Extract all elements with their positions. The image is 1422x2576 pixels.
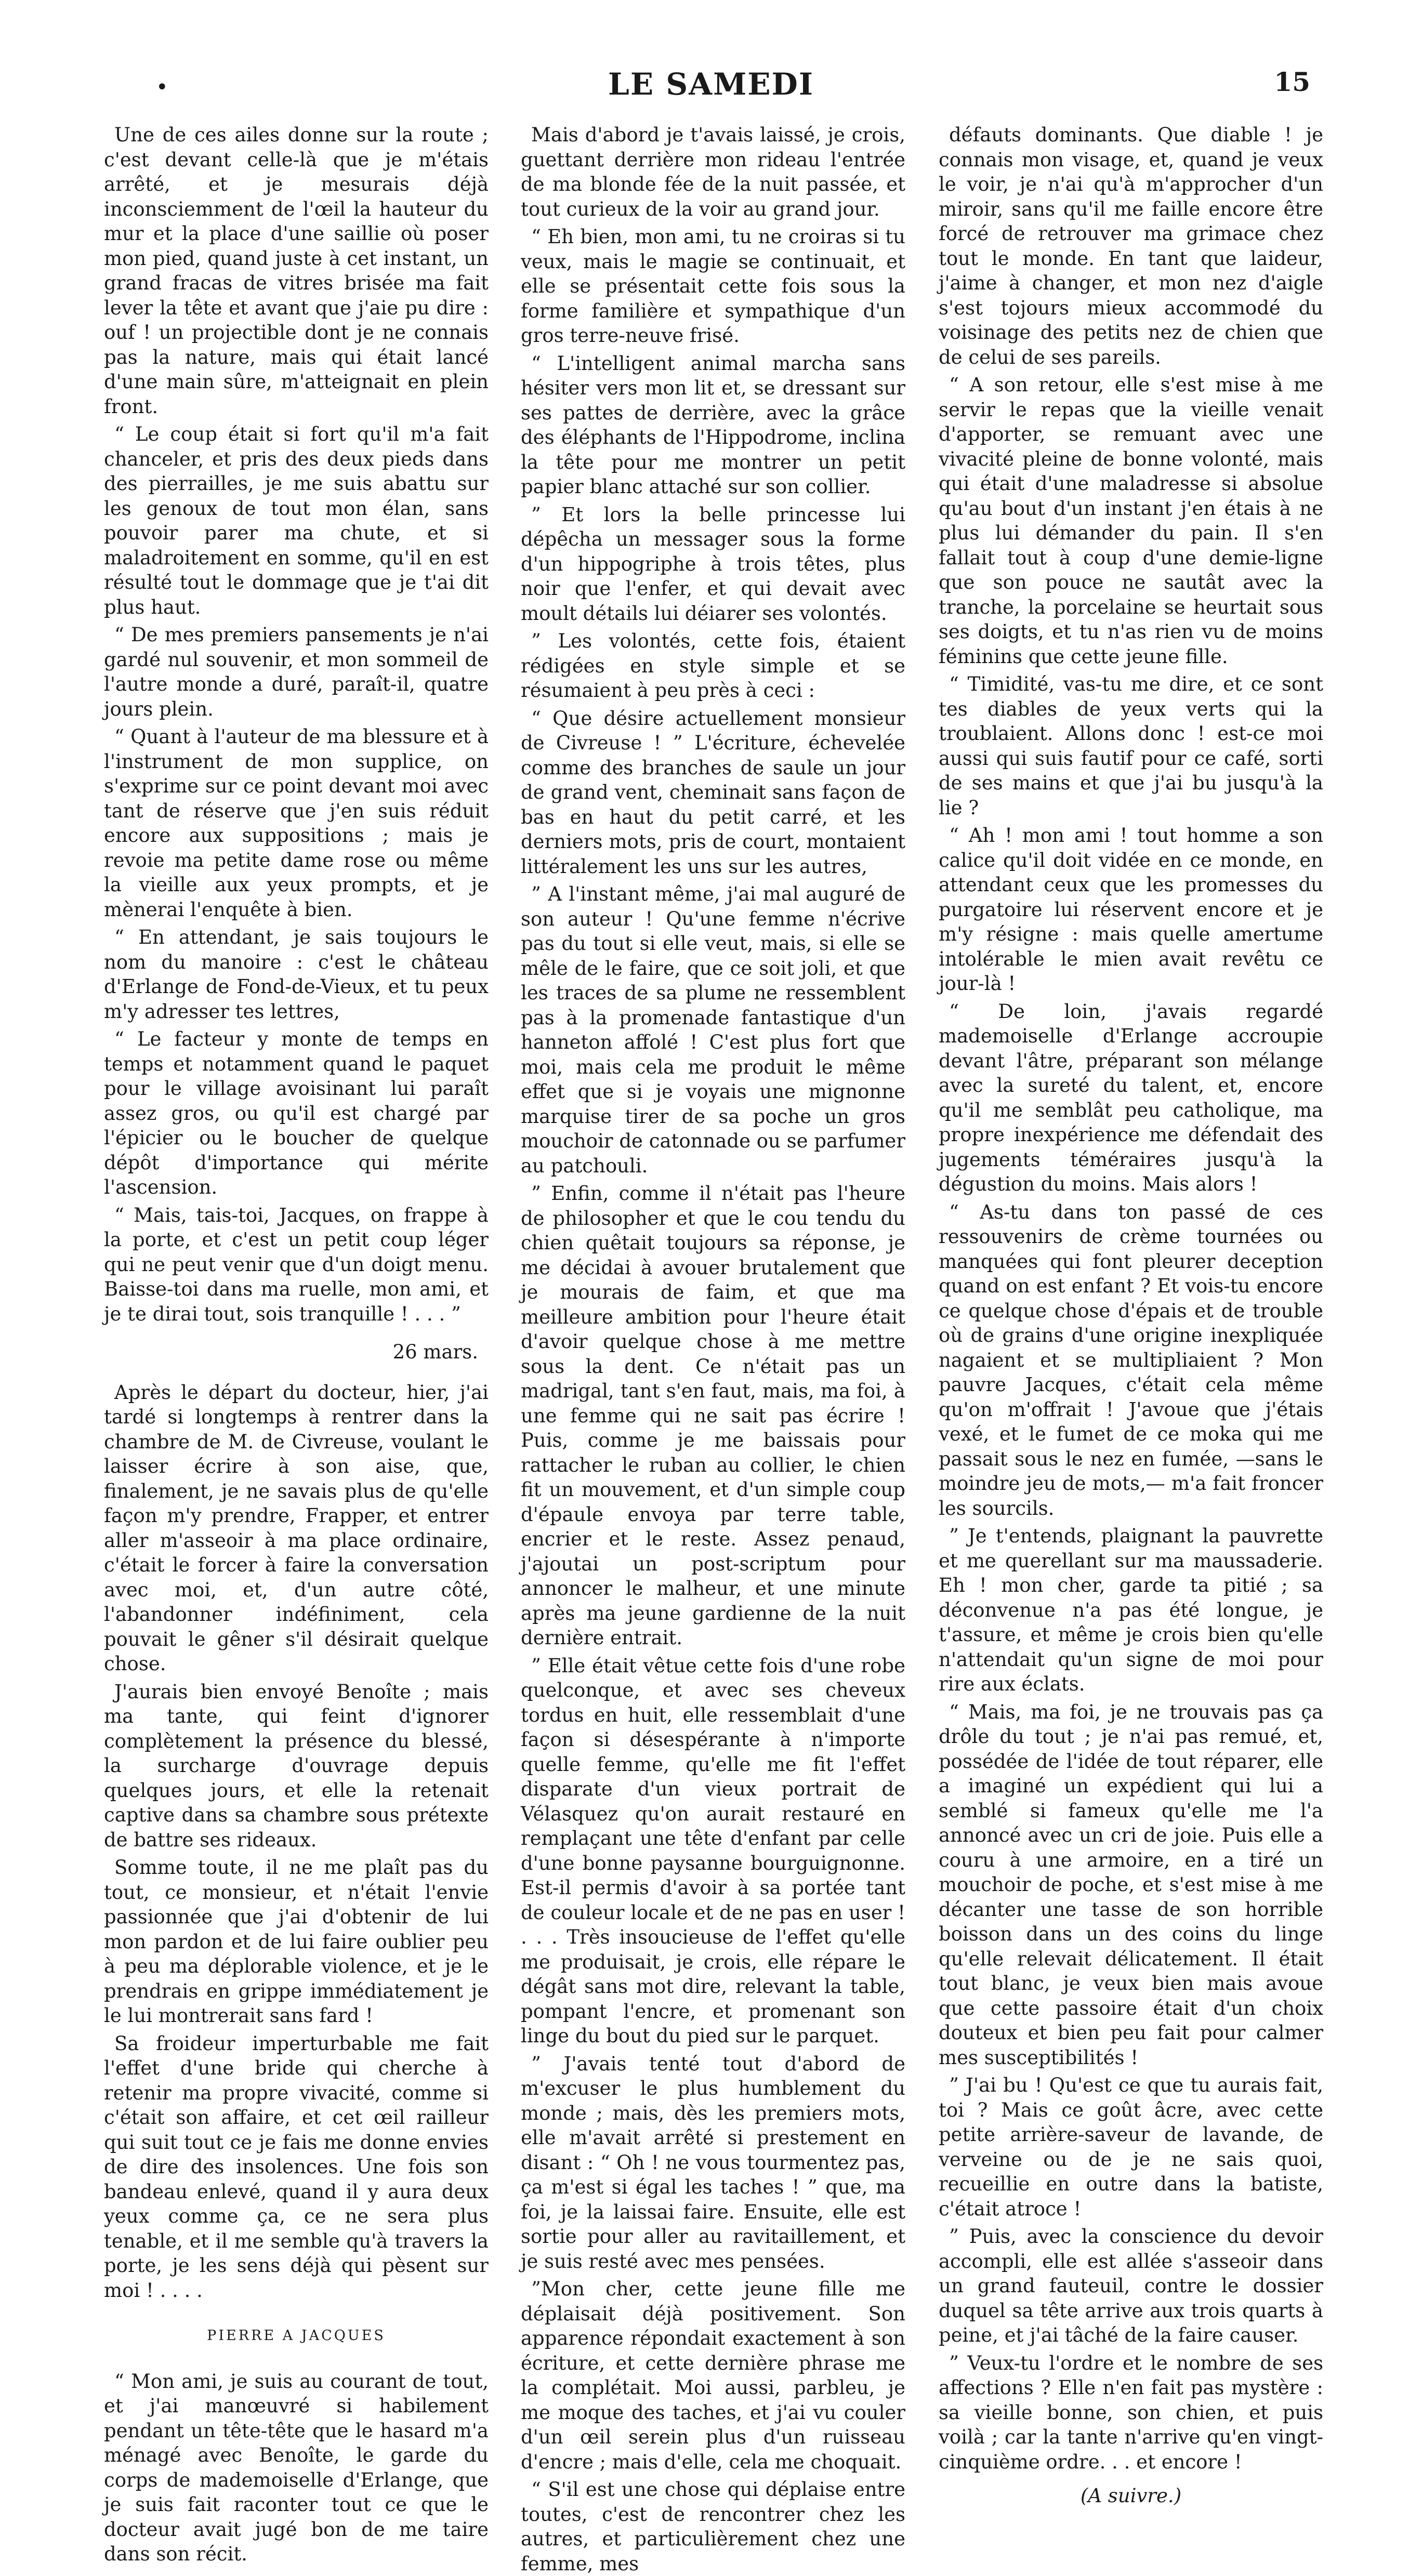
header-bullet: • xyxy=(156,75,168,99)
paragraph: ” J'avais tenté tout d'abord de m'excuser le plus humblement du monde ; mais, dès les premiers mots, elle m'avait arrêté si prestement en disant : “ Oh ! ne vous tourmentez pas, ça m'est si égal les taches ! ” que, ma foi, je la laissai faire. Ensuite, elle est sortie pour aller au ravitaillement, et je suis resté avec mes pensées. xyxy=(521,2052,905,2273)
paragraph: “ De loin, j'avais regardé mademoiselle d'Erlange accroupie devant l'âtre, préparant son mélange avec la sureté du talent, et, encore qu'il me semblât peu catholique, ma propre inexpérience me défendait des jugements téméraires jusqu'à la dégustion du moins. Mais alors ! xyxy=(939,1000,1323,1195)
paragraph: ” J'ai bu ! Qu'est ce que tu aurais fait, toi ? Mais ce goût âcre, avec cette petite arrière-saveur de lavande, de verveine ou de je ne sais quoi, recueillie en outre dans la batiste, c'était atroce ! xyxy=(939,2074,1323,2220)
paragraph: “ Mais, tais-toi, Jacques, on frappe à la porte, et c'est un petit coup léger qui ne peut venir que d'un doigt menu. Baisse-toi dans ma ruelle, mon ami, et je te dirai tout, sois tranquille ! . . . ” xyxy=(104,1204,489,1325)
entry-date: 26 mars. xyxy=(392,1341,478,1363)
paragraph: “ Le facteur y monte de temps en temps et notamment quand le paquet pour le village avoisinant lui paraît assez gros, ou qu'il est chargé par l'épicier ou le boucher de quelque dépôt d'importance qui mérite l'ascension. xyxy=(104,1028,489,1198)
paragraph: “ Le coup était si fort qu'il m'a fait chanceler, et pris des deux pieds dans des pierrailles, je me suis abattu sur les genoux de tout mon élan, sans pouvoir parer ma chute, et si maladroitement en somme, qu'il en est résulté tout le dommage que je t'ai dit plus haut. xyxy=(104,423,489,618)
section-heading: PIERRE A JACQUES xyxy=(207,2328,386,2344)
paragraph: ” Veux-tu l'ordre et le nombre de ses affections ? Elle n'en fait pas mystère : sa vieille bonne, son chien, et puis voilà ; car la tante n'arrive qu'en vingt-cinquième ordre. . . et encore ! xyxy=(939,2352,1323,2473)
paragraph: défauts dominants. Que diable ! je connais mon visage, et, quand je veux le voir, je n'ai qu'à m'approcher d'un miroir, sans qu'il me faille encore être forcé de retrouver ma grimace chez tout le monde. En tant que laideur, j'aime à changer, et mon nez d'aigle s'est tojours mieux accommodé du voisinage des petits nez de chien que de celui de ses pareils. xyxy=(939,124,1323,368)
paragraph: “ Eh bien, mon ami, tu ne croiras si tu veux, mais le magie se continuait, et elle se présentait cette fois sous la forme familière et sympathique d'un gros terre-neuve frisé. xyxy=(521,226,905,347)
page-number: 15 xyxy=(1274,67,1310,97)
paragraph: ” Enfin, comme il n'était pas l'heure de philosopher et que le cou tendu du chien quêtait toujours sa réponse, je me décidai à avouer brutalement que je mourais de faim, et que ma meilleure ambition pour l'heure était d'avoir quelque chose à me mettre sous la dent. Ce n'était pas un madrigal, tant s'en faut, mais, ma foi, à une femme qui ne sait pas écrire ! Puis, comme je me baissais pour rattacher le ruban au collier, le chien fit un mouvement, et d'un simple coup d'épaule envoya par terre table, encrier et le reste. Assez penaud, j'ajoutai un post-scriptum pour annoncer le malheur, et une minute après ma jeune gardienne de la nuit dernière entrait. xyxy=(521,1182,905,1649)
paragraph: Somme toute, il ne me plaît pas du tout, ce monsieur, et n'était l'envie passionnée que j'ai d'obtenir de lui mon pardon et de lui faire oublier peu à peu ma déplorable violence, et je le prendrais en grippe immédiatement je le lui montrerait sans fard ! xyxy=(104,1856,489,2027)
paragraph: Sa froideur imperturbable me fait l'effet d'une bride qui cherche à retenir ma propre vivacité, comme si c'était son affaire, et cet œil railleur qui suit tout ce je fais me donne envies de dire des insolences. Une fois son bandeau enlevé, quand il y aura deux yeux comme ça, ce ne sera plus tenable, et il me semble qu'à travers la porte, je les sens déjà qui pèsent sur moi ! . . . . xyxy=(104,2032,489,2302)
paragraph: “ Timidité, vas-tu me dire, et ce sont tes diables de yeux verts qui la troublaient. Allons donc ! est-ce moi aussi qui suis fautif pour ce café, sorti de ses mains et que j'ai bu jusqu'à la lie ? xyxy=(939,673,1323,819)
paragraph: ”Mon cher, cette jeune fille me déplaisait déjà positivement. Son apparence répondait exactement à son écriture, et cette dernière phrase me la complétait. Moi aussi, parbleu, je me moque des taches, et j'ai vu couler d'un œil serein plus d'un ruisseau d'encre ; mais d'elle, cela me choquait. xyxy=(521,2278,905,2473)
paragraph: ” A l'instant même, j'ai mal auguré de son auteur ! Qu'une femme n'écrive pas du tout si elle veut, mais, si elle se mêle de le faire, que ce soit joli, et que les traces de sa plume ne ressemblent pas à la promenade fantastique d'un hanneton affolé ! C'est plus fort que moi, mais cela me produit le même effet que si je voyais une mignonne marquise tirer de sa poche un gros mouchoir de catonnade ou se parfumer au patchouli. xyxy=(521,883,905,1177)
paragraph: ” Les volontés, cette fois, étaient rédigées en style simple et se résumaient à peu près à ceci : xyxy=(521,630,905,702)
to-be-continued: (A suivre.) xyxy=(1080,2485,1182,2507)
paragraph: “ S'il est une chose qui déplaise entre toutes, c'est de rencontrer chez les autres, et particulièrement chez une femme, mes xyxy=(521,2478,905,2575)
text-column-2 xyxy=(521,123,905,2575)
running-title: LE SAMEDI xyxy=(608,67,814,102)
paragraph: ” Puis, avec la conscience du devoir accompli, elle est allée s'asseoir dans un grand fauteuil, contre le dossier duquel sa tête arrive aux trois quarts à peine, et j'ai tâché de la faire causer. xyxy=(939,2225,1323,2346)
paragraph: “ Ah ! mon ami ! tout homme a son calice qu'il doit vidée en ce monde, en attendant ceux que les promesses du purgatoire lui réservent encore et je m'y résigne : mais quelle amertume intolérable le mien avait revêtu ce jour-là ! xyxy=(939,824,1323,995)
paragraph: ” Elle était vêtue cette fois d'une robe quelconque, et avec ses cheveux tordus en huit, elle ressemblait d'une façon si désespérante à n'importe quelle femme, qu'elle me fit l'effet disparate d'un vieux portrait de Vélasquez qu'on aurait restauré en remplaçant une tête d'enfant par celle d'une bonne paysanne bourguignonne. Est-il permis d'avoir à sa portée tant de couleur locale et de ne pas en user ! . . . Très insoucieuse de l'effet qu'elle me produisait, je crois, elle répare le dégât sans mot dire, relevant la table, pompant l'encre, et promenant son linge du bout du pied sur le parquet. xyxy=(521,1654,905,2047)
paragraph: “ En attendant, je sais toujours le nom du manoire : c'est le château d'Erlange de Fond-de-Vieux, et tu peux m'y adresser tes lettres, xyxy=(104,926,489,1023)
text-column-1 xyxy=(104,123,489,2565)
paragraph: Une de ces ailes donne sur la route ; c'est devant celle-là que je m'étais arrêté, et je mesurais déjà inconsciemment de l'œil la hauteur du mur et la place d'une saillie où poser mon pied, quand juste à cet instant, un grand fracas de vitres brisée ma fait lever la tête et avant que j'aie pu dire : ouf ! un projectible dont je ne connais pas la nature, mais qui était lancé d'une main sûre, m'atteignait en plein front. xyxy=(104,124,489,418)
paragraph: ” Et lors la belle princesse lui dépêcha un messager sous la forme d'un hippogriphe à trois têtes, plus noir que l'enfer, et qui devait avec moult détails lui déiarer ses volontés. xyxy=(521,503,905,625)
paragraph: “ As-tu dans ton passé de ces ressouvenirs de crème tournées ou manquées qui font pleurer deception quand on est enfant ? Et vois-tu encore ce quelque chose d'épais et de trouble où de grains d'une origine inexpliquée nagaient et se multipliaient ? Mon pauvre Jacques, c'était cela même qu'on m'offrait ! J'avoue que j'étais vexé, et le fumet de ce moka qui me passait sous le nez en fumée, —sans le moindre jeu de mots,— m'a fait froncer les sourcils. xyxy=(939,1200,1323,1520)
paragraph: “ Mon ami, je suis au courant de tout, et j'ai manœuvré si habilement pendant un tête-tête que le hasard m'a ménagé avec Benoîte, le garde du corps de mademoiselle d'Erlange, que je suis fait raconter tout ce que le docteur avait jugé bon de me taire dans son récit. xyxy=(104,2370,489,2565)
paragraph: ” Je t'entends, plaignant la pauvrette et me querellant sur ma maussaderie. Eh ! mon cher, garde ta pitié ; sa déconvenue n'a pas été longue, je t'assure, et même je crois bien qu'elle n'attendait qu'un signe de moi pour rire aux éclats. xyxy=(939,1525,1323,1695)
paragraph: “ De mes premiers pansements je n'ai gardé nul souvenir, et mon sommeil de l'autre monde a duré, paraît-il, quatre jours plein. xyxy=(104,624,489,720)
paragraph: “ Quant à l'auteur de ma blessure et à l'instrument de mon supplice, on s'exprime sur ce point devant moi avec tant de réserve que j'en suis réduit encore aux suppositions ; mais je revoie ma petite dame rose ou même la vieille aux yeux prompts, et je mènerai l'enquête à bien. xyxy=(104,725,489,921)
text-column-3 xyxy=(939,123,1323,2507)
paragraph: “ Que désire actuellement monsieur de Civreuse ! ” L'écriture, échevelée comme des branches de saule un jour de grand vent, cheminait sans façon de bas en haut du petit carré, et les derniers mots, pris de court, montaient littéralement les uns sur les autres, xyxy=(521,707,905,878)
paragraph: Après le départ du docteur, hier, j'ai tardé si longtemps à rentrer dans la chambre de M. de Civreuse, voulant le laisser écrire à son aise, que, finalement, je ne savais plus de qu'elle façon m'y prendre, Frapper, et entrer aller m'asseoir à ma place ordinaire, c'était le forcer à faire la conversation avec moi, et, d'un autre côté, l'abandonner indéfiniment, cela pouvait le gêner s'il désirait quelque chose. xyxy=(104,1381,489,1675)
paragraph: Mais d'abord je t'avais laissé, je crois, guettant derrière mon rideau l'entrée de ma blonde fée de la nuit passée, et tout curieux de la voir au grand jour. xyxy=(521,124,905,220)
paragraph: “ Mais, ma foi, je ne trouvais pas ça drôle du tout ; je n'ai pas remué, et, possédée de l'idée de tout réparer, elle a imaginé un expédient qui lui a semblé si fameux qu'elle me l'a annoncé avec un cri de joie. Puis elle a couru à une armoire, en a tiré un mouchoir de poche, et s'est mise à me décanter une tasse de son horrible boisson dans un des coins du linge qu'elle relevait délicatement. Il était tout blanc, je veux bien mais avoue que cette passoire était d'un choix douteux et bien peu fait pour calmer mes susceptibilités ! xyxy=(939,1700,1323,2069)
paragraph: “ L'intelligent animal marcha sans hésiter vers mon lit et, se dressant sur ses pattes de derrière, avec la grâce des éléphants de l'Hippodrome, inclina la tête pour me montrer un petit papier blanc attaché sur son collier. xyxy=(521,352,905,498)
paragraph: J'aurais bien envoyé Benoîte ; mais ma tante, qui feint d'ignorer complètement la présence du blessé, la surcharge d'ouvrage depuis quelques jours, et elle la retenait captive dans sa chambre sous prétexte de battre ses rideaux. xyxy=(104,1680,489,1851)
paragraph: “ A son retour, elle s'est mise à me servir le repas que la vieille venait d'apporter, se remuant avec une vivacité pleine de bonne volonté, mais qui était d'une maladresse si absolue qu'au bout d'un instant j'en étais à ne plus lui démander du pain. Il s'en fallait tout à coup d'une demie-ligne que son pouce ne sautât avec la tranche, la porcelaine se heurtait sous ses doigts, et tu n'as rien vu de moins féminins que cette jeune fille. xyxy=(939,374,1323,668)
